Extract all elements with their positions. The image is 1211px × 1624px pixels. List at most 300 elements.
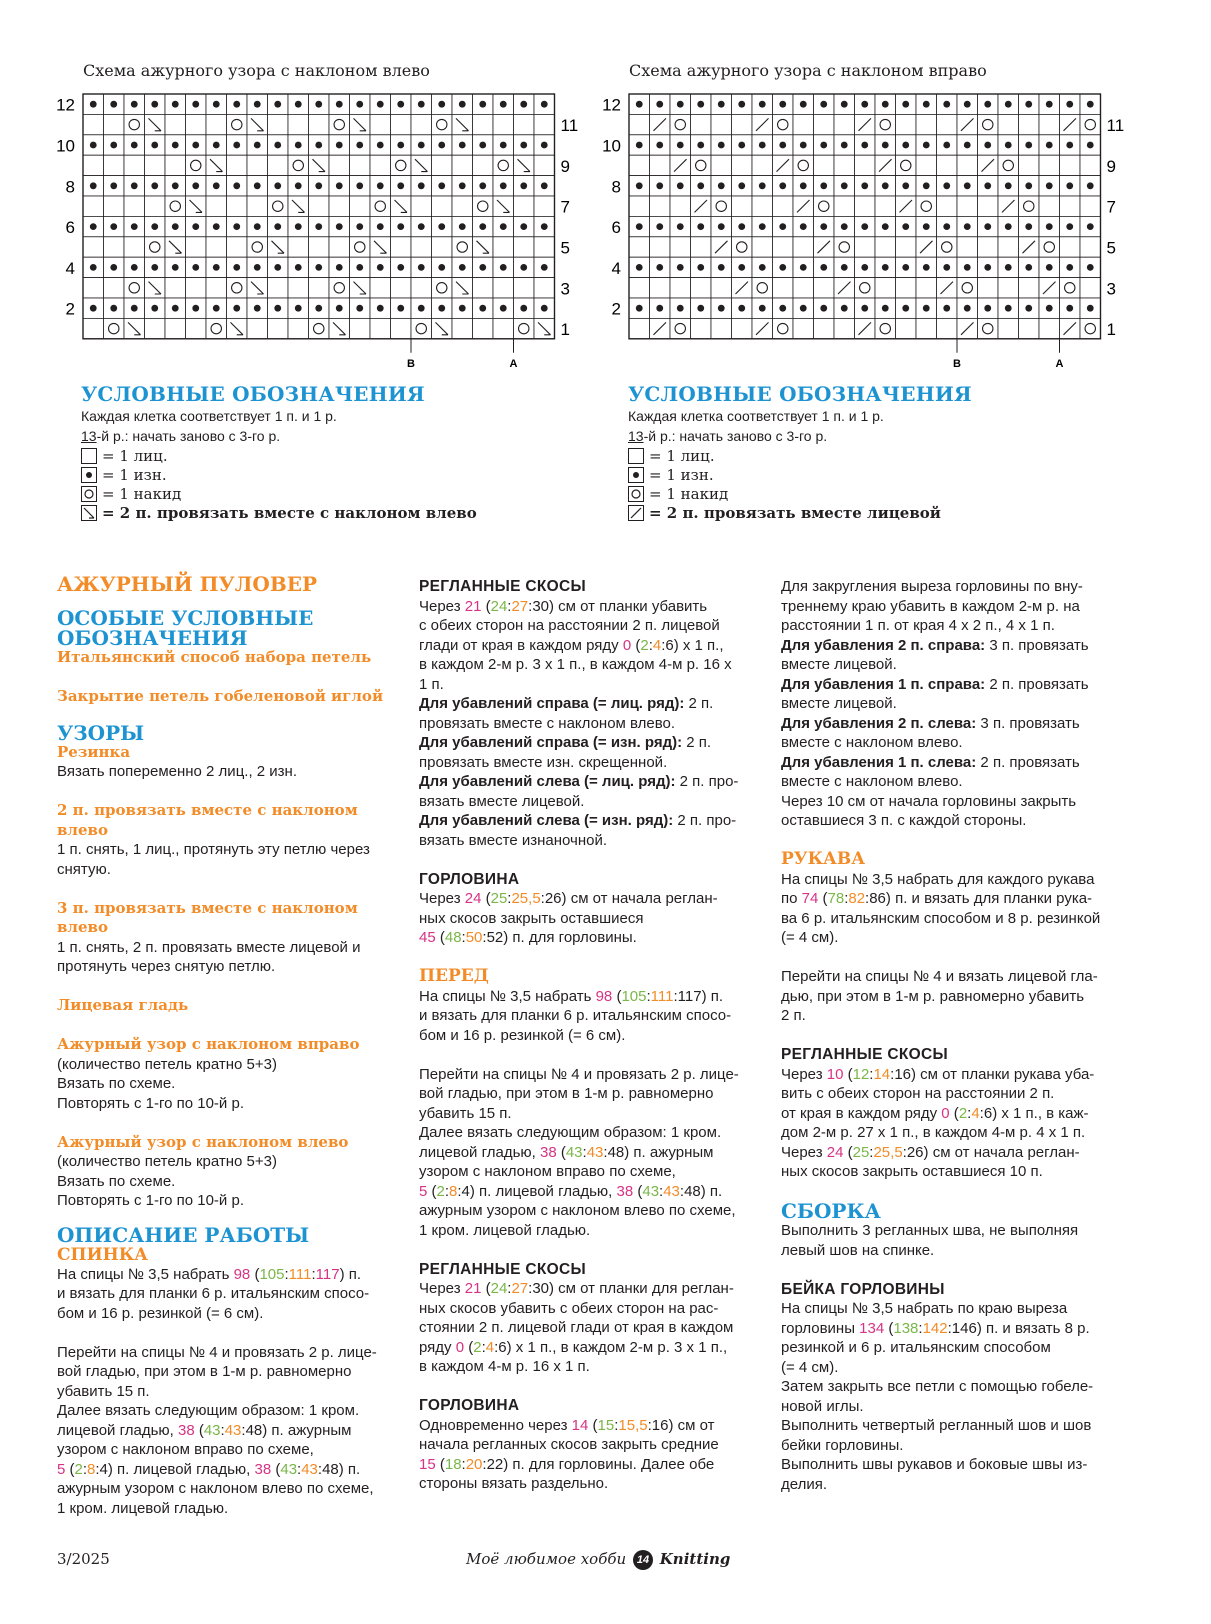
purl-dot: [923, 223, 930, 230]
purl-dot: [841, 305, 848, 312]
text-line: 1 п.: [419, 675, 444, 693]
purl-dot: [984, 142, 991, 149]
yarn-over-icon: [628, 486, 644, 502]
text-line: Выполнить четвертый регланный шов и шов: [781, 1417, 1092, 1434]
chart-cell: [732, 318, 753, 338]
chart-cell: [916, 196, 937, 216]
chart-cell: [978, 114, 999, 134]
purl-dot: [656, 305, 663, 312]
row-label-odd: 3: [560, 279, 570, 299]
legend-left-heading: УСЛОВНЫЕ ОБОЗНАЧЕНИЯ: [81, 382, 425, 406]
neck-front-heading: ГОРЛОВИНА: [419, 1397, 520, 1414]
text-line: Для убавления 1 п. слева: 2 п. провязать: [781, 753, 1080, 771]
row-label-even: 4: [65, 258, 75, 278]
row-label-even: 8: [611, 177, 621, 197]
purl-dot: [1046, 101, 1053, 108]
rib-text: Вязать попеременно 2 лиц., 2 изн.: [57, 763, 297, 780]
column-1: [57, 572, 402, 1518]
text-line: ных скосов убавить с обеих сторон на рас-: [419, 1299, 719, 1317]
purl-dot: [697, 305, 704, 312]
chart-cell: [773, 318, 794, 338]
purl-dot: [1005, 223, 1012, 230]
purl-dot: [800, 305, 807, 312]
yarn-over-icon: [81, 486, 97, 502]
text-line: Для убавлений справа (= изн. ряд): 2 п.: [419, 734, 712, 751]
text-line: в каждом 2-м р. 3 х 1 п., в каждом 4-м р. 16 х: [419, 656, 732, 673]
purl-dot: [841, 182, 848, 189]
text-line: 1 п. снять, 2 п. провязать вместе лицевой и: [57, 938, 361, 956]
chart-cell: [1080, 237, 1101, 257]
purl-dot: [800, 264, 807, 271]
text-line: лицевой гладью, 38 (43:43:48) п. ажурным: [419, 1143, 714, 1161]
text-line: бом и 16 р. резинкой (= 6 см).: [419, 1026, 626, 1044]
row-label-even: 12: [56, 95, 75, 115]
text-line: протянуть через снятую петлю.: [57, 958, 276, 975]
text-line: с обеих сторон на расстоянии 2 п. лицевой: [419, 617, 720, 634]
purl-dot: [779, 142, 786, 149]
chart-cell: [629, 237, 650, 257]
purl-dot: [677, 305, 684, 312]
purl-dot: [984, 223, 991, 230]
chart-cell: [937, 237, 958, 257]
purl-dot: [1025, 305, 1032, 312]
purl-dot: [636, 223, 643, 230]
chart-cell: [691, 155, 712, 175]
chart-cell: [1080, 318, 1101, 338]
text-line: вязать вместе изнаночной.: [419, 831, 607, 849]
text-line: Затем закрыть все петли с помощью гобеле-: [781, 1378, 1094, 1395]
chart-cell: [998, 114, 1019, 134]
text-line: и вязать для планки 6 р. итальянским спосо-: [57, 1285, 370, 1302]
text-line: узором с наклоном вправо по схеме,: [57, 1441, 314, 1458]
raglan-sleeve-heading: РЕГЛАННЫЕ СКОСЫ: [781, 1046, 948, 1063]
chart-cell: [711, 318, 732, 338]
purl-dot: [923, 101, 930, 108]
chart-cell: [793, 114, 814, 134]
chart-cell: [629, 196, 650, 216]
text-line: вой гладью, при этом в 1-м р. равномерно: [419, 1085, 714, 1102]
row-label-odd: 5: [560, 238, 570, 258]
chart-cell: [1080, 196, 1101, 216]
purl-dot: [964, 305, 971, 312]
chart-cell: [691, 278, 712, 298]
purl-dot: [943, 223, 950, 230]
text-line: расстоянии 1 п. от края 4 х 2 п., 4 х 1 п.: [781, 617, 1055, 634]
marker-b: B: [407, 357, 415, 370]
chart-cell: [957, 155, 978, 175]
purl-dot: [1087, 223, 1094, 230]
purl-dot: [718, 264, 725, 271]
purl-dot: [1046, 305, 1053, 312]
purl-dot: [800, 223, 807, 230]
purl-dot: [882, 101, 889, 108]
purl-dot: [779, 264, 786, 271]
chart-cell: [814, 114, 835, 134]
text-line: дом 2-м р. 27 х 1 п., в каждом 4-м р. 4 х 1 п.: [781, 1124, 1086, 1141]
text-line: 5 (2:8:4) п. лицевой гладью, 38 (43:43:48) п.: [419, 1182, 723, 1200]
purl-dot: [964, 182, 971, 189]
legend-left-purl: = 1 изн.: [81, 465, 477, 484]
chart-cell: [896, 155, 917, 175]
purl-dot: [861, 305, 868, 312]
chart-cell: [937, 318, 958, 338]
raglan-heading: РЕГЛАННЫЕ СКОСЫ: [419, 578, 586, 595]
chart-cell: [814, 278, 835, 298]
purl-dot: [738, 305, 745, 312]
legend-left: [81, 382, 477, 522]
legend-left-note2: 13-й р.: начать заново с 3-го р.: [81, 428, 281, 444]
row-label-odd: 1: [1106, 320, 1116, 340]
chart-cell: [691, 114, 712, 134]
purl-dot: [902, 305, 909, 312]
purl-dot: [1066, 182, 1073, 189]
legend-right-note1: Каждая клетка соответствует 1 п. и 1 р.: [628, 408, 884, 424]
row-label-even: 12: [602, 95, 621, 115]
purl-dot: [656, 264, 663, 271]
text-line: вязать вместе лицевой.: [419, 792, 585, 810]
sleeves-heading: РУКАВА: [781, 849, 866, 869]
purl-dot: [1066, 264, 1073, 271]
row-label-odd: 7: [1106, 197, 1116, 217]
text-line: 5 (2:8:4) п. лицевой гладью, 38 (43:43:48) п.: [57, 1460, 361, 1478]
legend-right-k2tog: = 2 п. провязать вместе лицевой: [628, 503, 972, 522]
chart-cell: [998, 155, 1019, 175]
purl-dot: [759, 305, 766, 312]
purl-dot: [1087, 264, 1094, 271]
row-label-odd: 11: [1106, 116, 1125, 136]
purl-dot: [718, 223, 725, 230]
chart-cell: [773, 278, 794, 298]
chart-cell: [732, 155, 753, 175]
legend-left-yarnover: = 1 накид: [81, 484, 477, 503]
text-line: вместе лицевой.: [781, 695, 897, 712]
purl-dot: [923, 142, 930, 149]
text-line: вместе лицевой.: [781, 656, 897, 673]
magazine-footer: Моё любимое хобби 14 Knitting: [466, 1550, 731, 1568]
purl-dot: [861, 142, 868, 149]
purl-dot: [984, 101, 991, 108]
text-line: провязать вместе изн. скрещенной.: [419, 753, 668, 771]
italian-cast-on: Итальянский способ набора петель: [57, 648, 372, 666]
text-line: Через 10 (12:14:16) см от планки рукава уба-: [781, 1065, 1095, 1083]
chart-cell: [937, 155, 958, 175]
purl-dot: [800, 101, 807, 108]
text-line: 15 (18:20:22) п. для горловины. Далее обе: [419, 1455, 715, 1473]
purl-dot: [820, 264, 827, 271]
chart-cell: [793, 155, 814, 175]
purl-dot: [841, 223, 848, 230]
neck-heading: ГОРЛОВИНА: [419, 870, 520, 888]
text-line: горловины 134 (138:142:146) п. и вязать 8 р.: [781, 1319, 1090, 1337]
chart-cell: [834, 114, 855, 134]
text-line: На спицы № 3,5 набрать 98 (105:111:117) п.: [57, 1265, 362, 1283]
text-line: На спицы № 3,5 набрать 98 (105:111:117) п.: [419, 987, 724, 1005]
purl-dot: [1005, 142, 1012, 149]
purl-dot: [902, 142, 909, 149]
legend-right-yarnover: = 1 накид: [628, 484, 972, 503]
purl-dot: [1005, 305, 1012, 312]
purl-dot: [964, 223, 971, 230]
chart-cell: [670, 196, 691, 216]
chart-left-title: Схема ажурного узора с наклоном влево: [83, 61, 430, 80]
chart-right-title: Схема ажурного узора с наклоном вправо: [629, 61, 987, 80]
chart-cell: [711, 114, 732, 134]
row-label-odd: 3: [1106, 279, 1116, 299]
purl-dot: [697, 142, 704, 149]
purl-dot: [964, 264, 971, 271]
chart-cell: [1019, 196, 1040, 216]
text-line: лицевой гладью, 38 (43:43:48) п. ажурным: [57, 1421, 352, 1439]
chart-cell: [793, 318, 814, 338]
text-line: вить с обеих сторон на расстоянии 2 п.: [781, 1085, 1055, 1102]
row-label-odd: 1: [560, 320, 570, 340]
text-line: Одновременно через 14 (15:15,5:16) см от: [419, 1416, 715, 1434]
chart-cell: [1039, 155, 1060, 175]
text-line: по 74 (78:82:86) п. и вязать для планки рука-: [781, 890, 1093, 907]
chart-cell: [773, 196, 794, 216]
purl-dot: [677, 101, 684, 108]
purl-dot: [984, 305, 991, 312]
neck-trim-heading: БЕЙКА ГОРЛОВИНЫ: [781, 1280, 945, 1298]
column-2: [419, 577, 769, 1494]
purl-dot: [882, 264, 889, 271]
chart-cell: [875, 114, 896, 134]
chart-cell: [978, 278, 999, 298]
purl-dot: [718, 182, 725, 189]
chart-cell: [978, 196, 999, 216]
chart-cell: [937, 114, 958, 134]
work-description-heading: ОПИСАНИЕ РАБОТЫ: [57, 1222, 310, 1247]
text-line: Выполнить 3 регланных шва, не выполняя: [781, 1222, 1079, 1239]
text-line: ряду 0 (2:4:6) х 1 п., в каждом 2-м р. 3 х 1 п.,: [419, 1338, 728, 1356]
chart-cell: [752, 196, 773, 216]
purl-dot: [759, 101, 766, 108]
purl-dot: [964, 101, 971, 108]
chart-cell: [1060, 278, 1081, 298]
purl-dot: [1025, 182, 1032, 189]
text-line: резинкой и 6 р. итальянским способом: [781, 1339, 1051, 1356]
knit-stitch-icon: [628, 448, 644, 464]
purl-dot: [984, 182, 991, 189]
legend-right-knit: = 1 лиц.: [628, 446, 972, 465]
legend-right: [628, 382, 972, 522]
purl-dot: [677, 142, 684, 149]
chart-cell: [1019, 278, 1040, 298]
purl-dot: [923, 182, 930, 189]
chart-cell: [834, 318, 855, 338]
chart-right-lace: [0, 0, 1211, 380]
text-line: оставшиеся 3 п. с каждой стороны.: [781, 812, 1027, 829]
text-line: 1 кром. лицевой гладью.: [419, 1221, 591, 1239]
text-line: бейки горловины.: [781, 1436, 904, 1454]
chart-cell: [1039, 318, 1060, 338]
purl-dot: [800, 142, 807, 149]
purl-dot: [861, 182, 868, 189]
purl-dot: [1025, 223, 1032, 230]
text-line: Повторять с 1-го по 10-й р.: [57, 1094, 244, 1112]
chart-cell: [793, 237, 814, 257]
chart-cell: [978, 318, 999, 338]
purl-dot: [943, 101, 950, 108]
purl-dot: [1066, 223, 1073, 230]
text-line: Вязать по схеме.: [57, 1172, 176, 1190]
purl-dot: [1046, 264, 1053, 271]
issue-number: 3/2025: [57, 1550, 110, 1568]
chart-cell: [711, 196, 732, 216]
chart-cell: [998, 278, 1019, 298]
purl-dot: [1066, 101, 1073, 108]
chart-cell: [998, 318, 1019, 338]
purl-dot: [1005, 264, 1012, 271]
text-line: стоянии 2 п. лицевой глади от края в каждом: [419, 1319, 734, 1336]
chart-cell: [670, 114, 691, 134]
row-label-even: 10: [602, 136, 621, 156]
purl-dot: [738, 182, 745, 189]
text-line: Перейти на спицы № 4 и вязать лицевой гла-: [781, 968, 1098, 985]
chart-cell: [957, 278, 978, 298]
chart-cell: [670, 237, 691, 257]
chart-cell: [670, 278, 691, 298]
k3tog-left-heading: 3 п. провязать вместе с наклоном влево: [57, 898, 358, 936]
chart-cell: [998, 237, 1019, 257]
text-line: (количество петель кратно 5+3): [57, 1153, 277, 1170]
purl-dot: [779, 101, 786, 108]
purl-dot: [1066, 305, 1073, 312]
legend-right-heading: УСЛОВНЫЕ ОБОЗНАЧЕНИЯ: [628, 382, 972, 406]
purl-dot: [636, 305, 643, 312]
purl-dot: [902, 223, 909, 230]
chart-cell: [937, 196, 958, 216]
k2tog-left-icon: [81, 505, 97, 521]
chart-cell: [670, 318, 691, 338]
text-line: убавить 15 п.: [57, 1382, 150, 1400]
chart-cell: [732, 237, 753, 257]
chart-cell: [629, 318, 650, 338]
purl-dot: [820, 223, 827, 230]
row-label-even: 2: [611, 299, 621, 319]
chart-cell: [773, 114, 794, 134]
text-line: Через 24 (25:25,5:26) см от начала реглан-: [419, 890, 718, 907]
purl-dot: [738, 264, 745, 271]
chart-cell: [957, 196, 978, 216]
chart-cell: [875, 318, 896, 338]
text-line: 1 кром. лицевой гладью.: [57, 1499, 229, 1517]
purl-dot: [697, 264, 704, 271]
chart-cell: [834, 237, 855, 257]
text-line: ных скосов закрыть оставшиеся: [419, 909, 644, 927]
row-label-even: 8: [65, 177, 75, 197]
chart-cell: [773, 237, 794, 257]
text-line: убавить 15 п.: [419, 1104, 512, 1122]
text-line: делия.: [781, 1475, 828, 1493]
text-line: Повторять с 1-го по 10-й р.: [57, 1192, 244, 1209]
rib-heading: Резинка: [57, 742, 131, 761]
chart-grid: [629, 94, 1101, 339]
chart-cell: [752, 155, 773, 175]
front-heading: ПЕРЕД: [419, 966, 489, 986]
legend-right-note2: 13-й р.: начать заново с 3-го р.: [628, 428, 828, 444]
purl-dot: [902, 182, 909, 189]
chart-cell: [896, 114, 917, 134]
text-line: (количество петель кратно 5+3): [57, 1055, 277, 1073]
purl-dot: [1046, 182, 1053, 189]
purl-stitch-icon: [81, 467, 97, 483]
purl-dot: [718, 101, 725, 108]
chart-cell: [629, 155, 650, 175]
purl-dot: [841, 101, 848, 108]
text-line: начала регланных скосов закрыть средние: [419, 1436, 719, 1453]
purl-dot: [1087, 305, 1094, 312]
text-line: Для закругления выреза горловины по вну-: [781, 578, 1083, 595]
chart-cell: [629, 114, 650, 134]
k2tog-left-heading: 2 п. провязать вместе с наклоном влево: [57, 801, 358, 839]
text-line: треннему краю убавить в каждом 2-м р. на: [781, 597, 1080, 615]
purl-dot: [943, 264, 950, 271]
chart-cell: [916, 114, 937, 134]
purl-dot: [1005, 101, 1012, 108]
purl-dot: [882, 223, 889, 230]
purl-dot: [943, 142, 950, 149]
purl-dot: [902, 264, 909, 271]
chart-cell: [691, 318, 712, 338]
purl-dot: [718, 142, 725, 149]
text-line: 45 (48:50:52) п. для горловины.: [419, 929, 637, 946]
chart-cell: [978, 237, 999, 257]
text-line: и вязать для планки 6 р. итальянским спосо-: [419, 1007, 732, 1024]
purl-dot: [779, 305, 786, 312]
stockinette-heading: Лицевая гладь: [57, 996, 189, 1014]
lace-left-heading: Ажурный узор с наклоном влево: [57, 1132, 349, 1151]
purl-dot: [882, 142, 889, 149]
purl-dot: [861, 264, 868, 271]
back-heading: СПИНКА: [57, 1244, 149, 1265]
chart-cell: [711, 278, 732, 298]
text-line: стороны вязать раздельно.: [419, 1475, 609, 1492]
purl-dot: [1087, 101, 1094, 108]
purl-dot: [861, 101, 868, 108]
purl-dot: [1025, 101, 1032, 108]
chart-cell: [1039, 237, 1060, 257]
text-line: На спицы № 3,5 набрать для каждого рукава: [781, 870, 1095, 888]
text-line: 2 п.: [781, 1007, 806, 1024]
text-line: дью, при этом в 1-м р. равномерно убавить: [781, 987, 1085, 1005]
lace-right-heading: Ажурный узор с наклоном вправо: [57, 1035, 360, 1053]
chart-cell: [711, 155, 732, 175]
purl-dot: [656, 142, 663, 149]
text-line: Для убавлений слева (= лиц. ряд): 2 п. про-: [419, 773, 739, 790]
row-label-odd: 5: [1106, 238, 1116, 258]
chart-cell: [896, 318, 917, 338]
chart-cell: [896, 237, 917, 257]
chart-cell: [875, 278, 896, 298]
tapestry-bind-off: Закрытие петель гобеленовой иглой: [57, 687, 384, 705]
purl-dot: [820, 182, 827, 189]
purl-dot: [759, 264, 766, 271]
purl-dot: [779, 223, 786, 230]
purl-dot: [779, 182, 786, 189]
purl-dot: [1066, 142, 1073, 149]
text-line: Для убавления 2 п. слева: 3 п. провязать: [781, 714, 1080, 732]
text-line: ажурным узором с наклоном влево по схеме,: [57, 1480, 374, 1497]
text-line: Перейти на спицы № 4 и провязать 2 р. лице-: [419, 1065, 739, 1083]
text-line: Для убавления 2 п. справа: 3 п. провязать: [781, 636, 1089, 654]
legend-left-k2tog-left: = 2 п. провязать вместе с наклоном влево: [81, 503, 477, 522]
purl-dot: [882, 305, 889, 312]
text-line: Для убавления 1 п. справа: 2 п. провязать: [781, 675, 1089, 693]
chart-cell: [875, 196, 896, 216]
purl-dot: [902, 101, 909, 108]
purl-dot: [923, 305, 930, 312]
